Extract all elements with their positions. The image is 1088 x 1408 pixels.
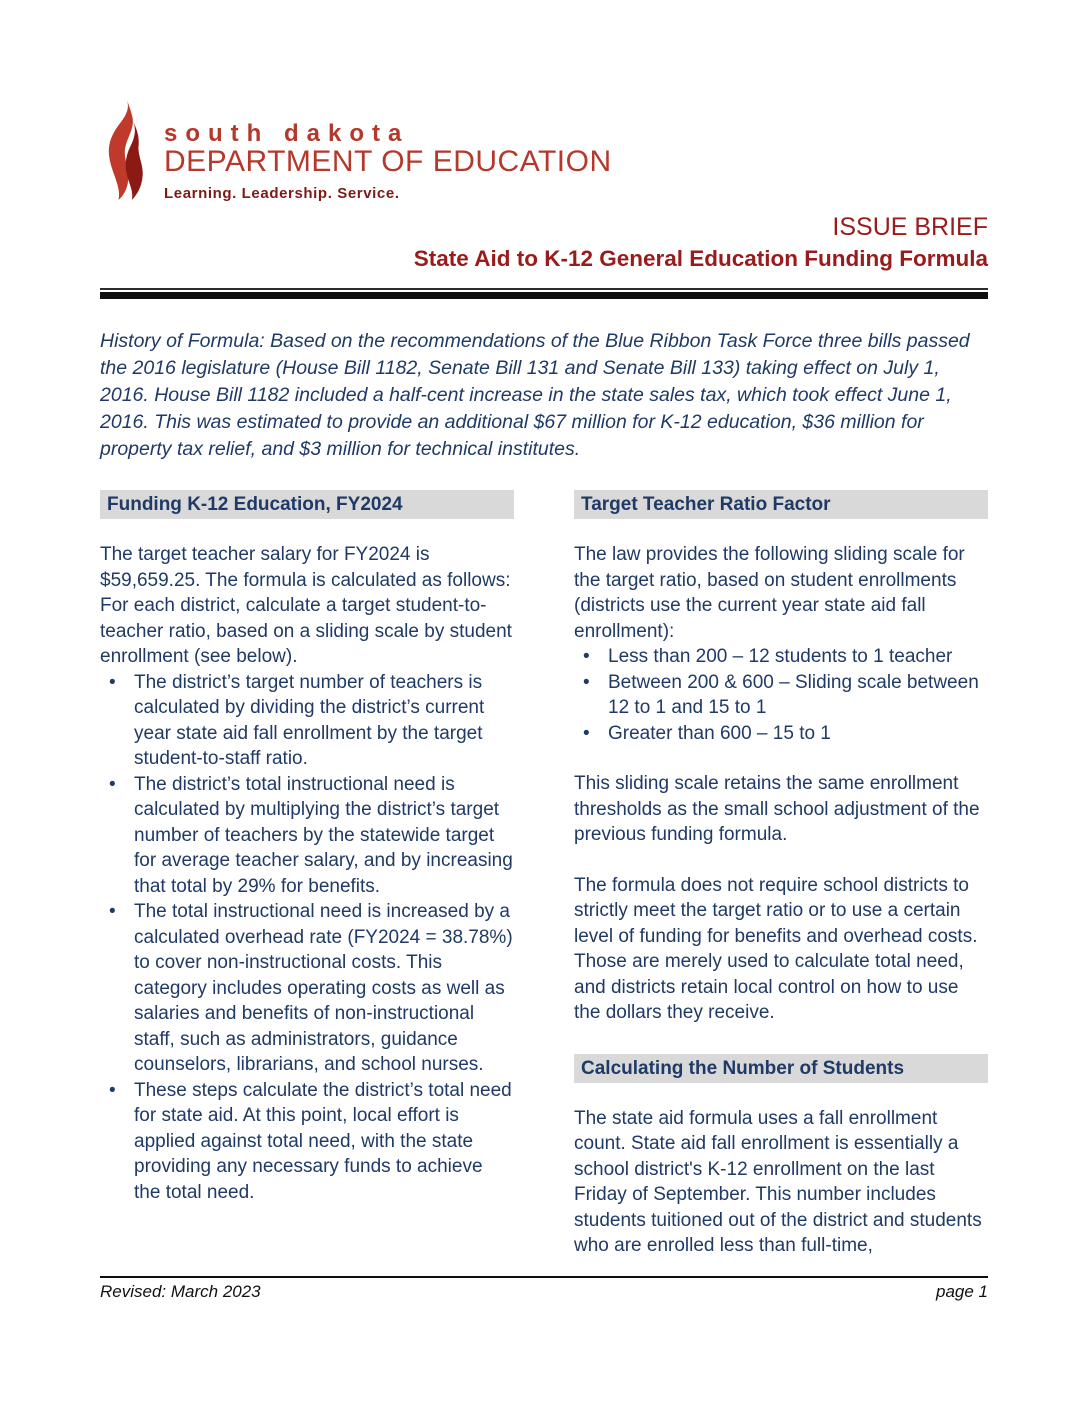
sliding-scale-paragraph: This sliding scale retains the same enrollment thresholds as the small school adjustment of the previous funding formula. <box>574 773 980 845</box>
page-footer <box>100 1276 988 1302</box>
history-of-formula-paragraph: History of Formula: Based on the recommendations of the Blue Ribbon Task Force three bills passed the 2016 legislature (House Bill 1182, Senate Bill 131 and Senate Bill 133) taking effect on July 1, 2016. House Bill 1182 included a half-cent increase in the state sales tax, which took effect June 1, 2016. This was estimated to provide an additional $67 million for K-12 education, $36 million for property tax relief, and $3 million for technical institutes. <box>100 330 970 460</box>
fall-enrollment-paragraph: The state aid formula uses a fall enrollment count. State aid fall enrollment is essentially a school district's K-12 enrollment on the last Friday of September. This number includes students tuitioned out of the district and students who are enrolled less than full-time, <box>574 1107 982 1256</box>
two-column-body <box>100 490 988 1259</box>
bullet-text: The district’s target number of teachers is calculated by dividing the district’s current year state aid fall enrollment by the target student-to-staff ratio. <box>134 671 485 769</box>
logo-department-name: DEPARTMENT OF EDUCATION <box>164 145 612 178</box>
sd-doe-logo <box>104 98 988 204</box>
footer-revision-date: Revised: March 2023 <box>100 1282 261 1301</box>
heading-funding-k12: Funding K-12 Education, FY2024 <box>100 490 514 519</box>
formula-flexibility-paragraph: The formula does not require school districts to strictly meet the target ratio or to use a certain level of funding for benefits and overhead costs. Those are merely used to calculate total need, and districts retain local control on how to use the dollars they receive. <box>574 874 978 1023</box>
heading-target-teacher-ratio: Target Teacher Ratio Factor <box>574 490 988 519</box>
bullet-icon: • <box>109 773 116 795</box>
bullet-icon: • <box>109 901 116 922</box>
issue-brief-kicker: ISSUE BRIEF <box>832 213 988 241</box>
heading-calculating-students: Calculating the Number of Students <box>574 1054 988 1083</box>
list-item <box>100 1078 514 1206</box>
list-item <box>100 899 514 1078</box>
left-bullet-list <box>100 670 514 1206</box>
logo-text <box>164 122 612 204</box>
page-title: State Aid to K-12 General Education Funding Formula <box>413 246 988 271</box>
list-item <box>574 644 988 670</box>
bullet-text: These steps calculate the district’s total need for state aid. At this point, local effort is applied against total need, with the state providing any necessary funds to achieve the total need. <box>134 1079 512 1203</box>
ratio-intro-paragraph: The law provides the following sliding scale for the target ratio, based on student enrollments (districts use the current year state aid fall enrollment): <box>574 544 965 642</box>
bullet-text: Between 200 & 600 – Sliding scale between 12 to 1 and 15 to 1 <box>608 671 979 718</box>
list-item <box>100 670 514 772</box>
bullet-text: Less than 200 – 12 students to 1 teacher <box>608 646 953 667</box>
footer-rule <box>100 1276 988 1278</box>
footer-page-number: page 1 <box>936 1282 988 1301</box>
bullet-text: Greater than 600 – 15 to 1 <box>608 722 831 744</box>
title-rule-thin <box>100 288 988 290</box>
bullet-text: The total instructional need is increased by a calculated overhead rate (FY2024 = 38.78%) to cover non-instructional costs. This category includes operating costs as well as salaries and benefits of non-instructional staff, such as administrators, guidance counselors, librarians, and school nurses. <box>134 901 513 1075</box>
bullet-icon: • <box>109 671 116 693</box>
bullet-icon: • <box>583 722 590 744</box>
logo-tagline: Learning. Leadership. Service. <box>164 185 400 202</box>
left-intro-paragraph: The target teacher salary for FY2024 is $59,659.25. The formula is calculated as follows: For each district, calculate a target student-to-teacher ratio, based on a sliding scale by student enrollment (see below). <box>100 544 512 667</box>
title-rule-thick <box>100 292 988 299</box>
list-item <box>574 670 988 721</box>
left-column <box>100 490 514 1259</box>
logo-state-name: south dakota <box>164 120 410 147</box>
list-item <box>574 721 988 747</box>
right-column <box>574 490 988 1259</box>
bullet-icon: • <box>109 1079 116 1101</box>
ratio-bullet-list <box>574 644 988 746</box>
bullet-text: The district’s total instructional need is calculated by multiplying the district’s target number of teachers by the statewide target for average teacher salary, and by increasing that total by 29% for benefits. <box>134 773 513 897</box>
bullet-icon: • <box>583 671 590 693</box>
bullet-icon: • <box>583 646 590 667</box>
list-item <box>100 772 514 900</box>
title-block <box>100 212 988 273</box>
flame-icon <box>104 98 152 204</box>
